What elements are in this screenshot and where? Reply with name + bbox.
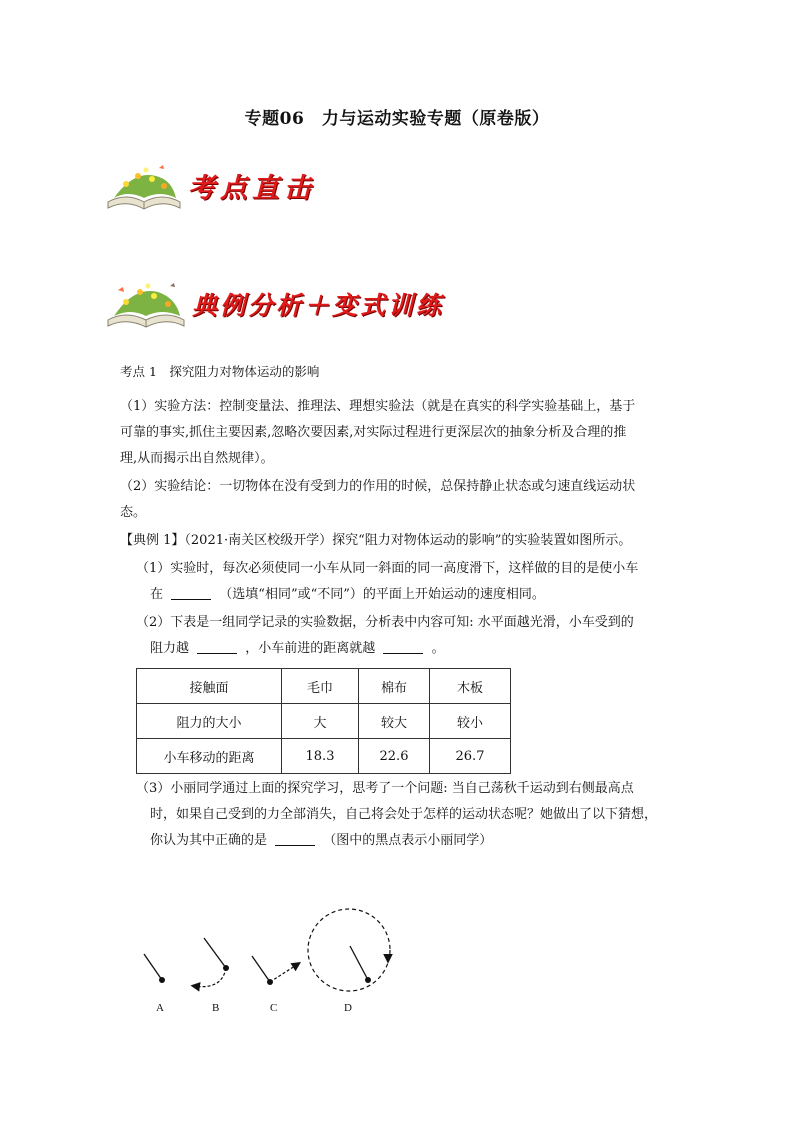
table-cell: 阻力的大小 (137, 704, 282, 739)
option-b-label: B (212, 1002, 220, 1014)
question-1-line (136, 582, 680, 608)
table-cell: 小车移动的距离 (137, 739, 282, 774)
question-3-line: 时，如果自己受到的力全部消失，自己将会处于怎样的运动状态呢？她做出了以下猜想， (150, 807, 658, 822)
question-3 (120, 776, 680, 854)
table-cell: 较大 (359, 704, 430, 739)
question-1-line: （1）实验时，每次必须使同一小车从同一斜面的同一高度滑下，这样做的目的是使小车 (136, 561, 639, 576)
book-flowers-icon (104, 162, 184, 212)
option-c-label: C (270, 1002, 278, 1014)
answer-blank[interactable] (197, 639, 237, 654)
table-cell: 大 (282, 704, 359, 739)
conclusion-line: （2）实验结论：一切物体在没有受到力的作用的时候，总保持静止状态或匀速直线运动状 (120, 479, 636, 494)
table-cell: 毛巾 (282, 669, 359, 704)
table-cell: 接触面 (137, 669, 282, 704)
question-3-line (136, 828, 680, 854)
table-cell: 棉布 (359, 669, 430, 704)
table-cell: 26.7 (430, 739, 511, 774)
question-2-line: （2）下表是一组同学记录的实验数据，分析表中内容可知: 水平面越光滑，小车受到的 (136, 615, 634, 630)
question-2-text: ，小车前进的距离就越 (245, 641, 376, 656)
question-2 (120, 610, 680, 662)
question-3-text: （图中的黑点表示小丽同学） (323, 833, 493, 848)
option-c-diagram (252, 956, 298, 985)
question-2-text: 阻力越 (150, 641, 190, 656)
question-2-text: 。 (431, 641, 445, 656)
answer-blank[interactable] (171, 585, 211, 600)
table-row (137, 669, 511, 704)
example-heading: 【典例 1】（2021·南关区校级开学）探究“阻力对物体运动的影响”的实验装置如图所示。 (120, 533, 632, 548)
method-line: 理,从而揭示出自然规律）。 (120, 451, 274, 466)
conclusion-line: 态。 (120, 505, 147, 520)
option-b-diagram (194, 938, 229, 987)
data-table (136, 668, 511, 774)
banner-dianli-text: 典例分析＋变式训练 (192, 291, 445, 320)
table-cell: 木板 (430, 669, 511, 704)
kaodian-heading: 考点 1 探究阻力对物体运动的影响 (120, 364, 320, 379)
table-row (137, 739, 511, 774)
method-paragraph (120, 394, 680, 472)
question-2-line (136, 636, 680, 662)
table-row (137, 704, 511, 739)
question-1-text: 在 (150, 587, 164, 602)
option-a-label: A (156, 1002, 164, 1014)
table-cell: 22.6 (359, 739, 430, 774)
question-3-line: （3）小丽同学通过上面的探究学习，思考了一个问题: 当自己荡秋千运动到右侧最高点 (136, 781, 634, 796)
answer-blank[interactable] (383, 639, 423, 654)
question-3-text: 你认为其中正确的是 (150, 833, 268, 848)
conclusion-paragraph (120, 474, 680, 526)
question-1 (120, 556, 680, 608)
page-title: 专题06 力与运动实验专题（原卷版） (244, 109, 550, 129)
option-d-label: D (344, 1002, 352, 1014)
option-a-diagram (144, 954, 165, 983)
table-cell: 较小 (430, 704, 511, 739)
method-line: （1）实验方法：控制变量法、推理法、理想实验法（就是在真实的科学实验基础上，基于 (120, 399, 636, 414)
method-line: 可靠的事实,抓住主要因素,忽略次要因素,对实际过程进行更深层次的抽象分析及合理的推 (120, 425, 627, 440)
question-1-text: （选填“相同”或“不同”）的平面上开始运动的速度相同。 (219, 587, 545, 602)
swing-diagram (130, 906, 410, 1001)
banner-kaodian-text: 考点直击 (188, 173, 316, 204)
table-cell: 18.3 (282, 739, 359, 774)
swing-figure (130, 906, 410, 1026)
option-d-diagram (308, 909, 390, 991)
answer-blank[interactable] (275, 831, 315, 846)
book-flowers-icon (104, 280, 188, 330)
main-content (120, 362, 680, 856)
